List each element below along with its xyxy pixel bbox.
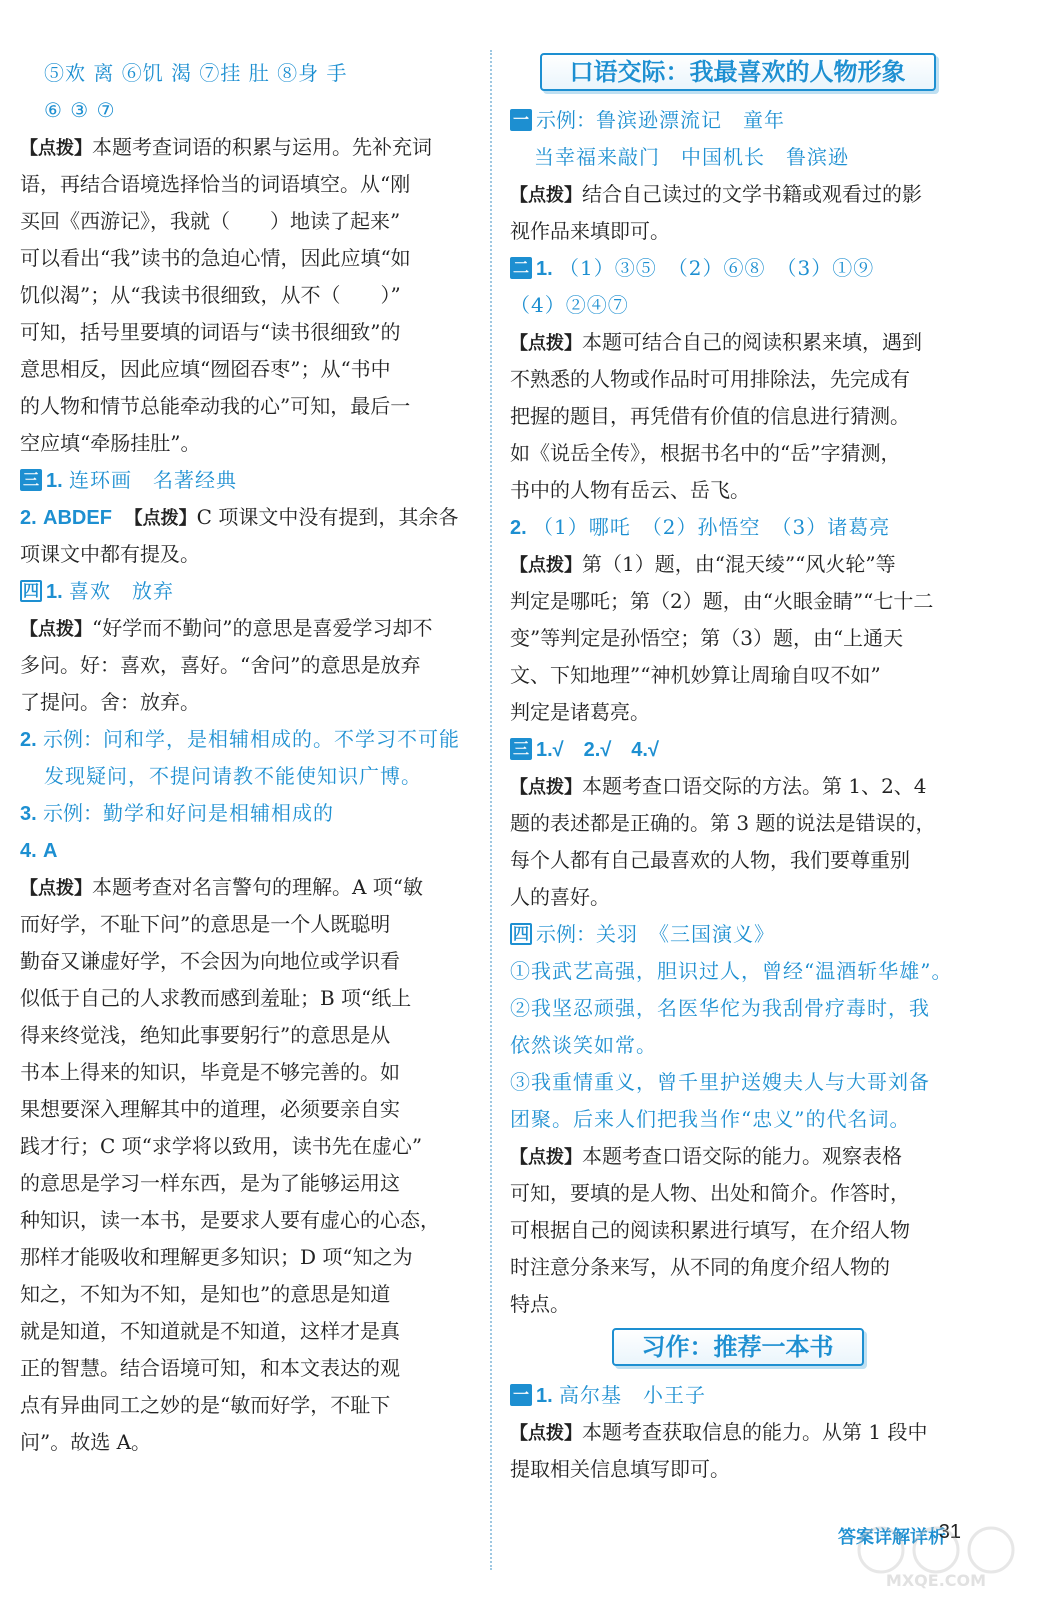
- answer-text: 问和学，是相辅相成的。不学习不可能: [103, 727, 461, 751]
- text-line: 可以看出“我”读书的急迫心情，因此应填“如: [20, 246, 411, 270]
- section-badge: 一: [510, 1384, 532, 1406]
- answer-text: 高尔基 小王子: [559, 1383, 707, 1407]
- explanation-block: [20, 129, 475, 462]
- text-line: 本题可结合自己的阅读积累来填，遇到: [582, 330, 922, 354]
- answer-text: 1.√ 2.√ 4.√: [536, 739, 659, 761]
- answer-text: 关羽 《三国演义》: [596, 922, 775, 946]
- text-line: 正的智慧。结合语境可知，和本文表达的观: [20, 1356, 400, 1380]
- question-number: 2.: [510, 517, 527, 539]
- question-number: 3.: [20, 803, 37, 825]
- text-line: 不熟悉的人物或作品时可用排除法，先完成有: [510, 367, 910, 391]
- watermark-text: MXQE.COM: [885, 1571, 987, 1590]
- banner-title: 口语交际：我最喜欢的人物形象: [540, 53, 936, 91]
- column-divider: [490, 50, 492, 1570]
- banner-title: 习作：推荐一本书: [612, 1328, 864, 1366]
- answer-text: ③我重情重义，曾千里护送嫂夫人与大哥刘备: [510, 1070, 930, 1094]
- text-line: 似低于自己的人求教而感到羞耻；B 项“纸上: [20, 986, 412, 1010]
- question-number: 4.: [20, 840, 37, 862]
- section-banner: [510, 1325, 965, 1369]
- text-line: 人的喜好。: [510, 885, 610, 909]
- answer-text: ①我武艺高强，胆识过人，曾经“温酒斩华雄”。: [510, 959, 953, 983]
- text-line: 得来终觉浅，绝知此事要躬行”的意思是从: [20, 1023, 391, 1047]
- text-line: 项课文中都有提及。: [20, 542, 200, 566]
- text-line: 提取相关信息填写即可。: [510, 1457, 730, 1481]
- text-line: 本题考查获取信息的能力。从第 1 段中: [582, 1420, 928, 1444]
- text-line: 的意思是学习一样东西，是为了能够运用这: [20, 1171, 400, 1195]
- example-label: 示例：: [536, 922, 596, 946]
- text-line: 那样才能吸收和理解更多知识；D 项“知之为: [20, 1245, 413, 1269]
- section-badge: 三: [510, 738, 532, 760]
- text-line: 就是知道，不知道就是不知道，这样才是真: [20, 1319, 400, 1343]
- text-line: 语，再结合语境选择恰当的词语填空。从“刚: [20, 172, 411, 196]
- text-line: 本题考查对名言警句的理解。A 项“敏: [92, 875, 424, 899]
- answer-text: 依然谈笑如常。: [510, 1033, 657, 1057]
- right-column: [510, 48, 965, 1488]
- text-line: 种知识，读一本书，是要求人要有虚心的心态，: [20, 1208, 440, 1232]
- page-number: 31: [938, 1521, 961, 1543]
- answer-text: 喜欢 放弃: [69, 579, 175, 603]
- text-line: 书本上得来的知识，毕竟是不够完善的。如: [20, 1060, 400, 1084]
- answer-text: 连环画 名著经典: [69, 468, 238, 492]
- text-line: 如《说岳全传》，根据书名中的“岳”字猜测，: [510, 441, 901, 465]
- text-line: 知之，不知为不知，是知也”的意思是知道: [20, 1282, 391, 1306]
- answer-text: （1）③⑤ （2）⑥⑧ （3）①⑨: [559, 256, 875, 280]
- answer-text: 鲁滨逊漂流记 童年: [596, 108, 785, 132]
- text-line: 本题考查口语交际的能力。观察表格: [582, 1144, 902, 1168]
- hint-tag: 【点拨】: [510, 185, 582, 206]
- text-line: 文、下知地理”“神机妙算让周瑜自叹不如”: [510, 663, 881, 687]
- section-badge: 一: [510, 109, 532, 131]
- hint-tag: 【点拨】: [20, 878, 92, 899]
- text-line: 可知，括号里要填的词语与“读书很细致”的: [20, 320, 401, 344]
- section-badge: 三: [20, 469, 42, 491]
- text-line: 饥似渴”；从“我读书很细致，从不（ ）”: [20, 283, 401, 307]
- text-line: 本题考查词语的积累与运用。先补充词: [92, 135, 432, 159]
- text-line: 视作品来填即可。: [510, 219, 670, 243]
- text-line: 本题考查口语交际的方法。第 1、2、4: [582, 774, 927, 798]
- text-line: 空应填“牵肠挂肚”。: [20, 431, 201, 455]
- hint-tag: 【点拨】: [20, 138, 92, 159]
- text-line: 多问。好：喜欢，喜好。“舍问”的意思是放弃: [20, 653, 421, 677]
- example-label: 示例：: [536, 108, 596, 132]
- text-line: “好学而不勤问”的意思是喜爱学习却不: [92, 616, 433, 640]
- text-line: 了提问。舍：放弃。: [20, 690, 200, 714]
- text-line: 特点。: [510, 1292, 570, 1316]
- text-line: 意思相反，因此应填“囫囵吞枣”；从“书中: [20, 357, 391, 381]
- text-line: 判定是诸葛亮。: [510, 700, 650, 724]
- text-line: 而好学，不耻下问”的意思是一个人既聪明: [20, 912, 391, 936]
- hint-tag: 【点拨】: [510, 333, 582, 354]
- answer-text: ABDEF: [43, 507, 112, 529]
- text-line: 结合自己读过的文学书籍或观看过的影: [582, 182, 922, 206]
- hint-tag: 【点拨】: [20, 619, 92, 640]
- section-badge: 四: [20, 580, 42, 602]
- answer-text: 勤学和好问是相辅相成的: [103, 801, 335, 825]
- text-line: 判定是哪吒；第（2）题，由“火眼金睛”“七十二: [510, 589, 934, 613]
- hint-tag: 【点拨】: [510, 777, 582, 798]
- question-number: 2.: [20, 729, 37, 751]
- text-line: 把握的题目，再凭借有价值的信息进行猜测。: [510, 404, 910, 428]
- explanation-block: [20, 869, 475, 1461]
- hint-tag: 【点拨】: [510, 1147, 582, 1168]
- section-banner: [510, 50, 965, 94]
- text-line: 书中的人物有岳云、岳飞。: [510, 478, 750, 502]
- text-line: 买回《西游记》，我就（ ）地读了起来”: [20, 209, 401, 233]
- text-line: 第（1）题，由“混天绫”“风火轮”等: [582, 552, 896, 576]
- text-line: 践才行；C 项“求学将以致用，读书先在虚心”: [20, 1134, 423, 1158]
- answer-text: 团聚。后来人们把我当作“忠义”的代名词。: [510, 1107, 911, 1131]
- text-line: 果想要深入理解其中的道理，必须要亲自实: [20, 1097, 400, 1121]
- watermark-logo-icon: [841, 1520, 1031, 1590]
- answer-text: （1）哪吒 （2）孙悟空 （3）诸葛亮: [533, 515, 891, 539]
- question-number: 1.: [536, 258, 553, 280]
- text-line: 的人物和情节总能牵动我的心”可知，最后一: [20, 394, 411, 418]
- question-number: 1.: [46, 581, 63, 603]
- text-line: 点有异曲同工之妙的是“敏而好学，不耻下: [20, 1393, 391, 1417]
- example-label: 示例：: [43, 727, 104, 751]
- answer-text: 当幸福来敲门 中国机长 鲁滨逊: [534, 145, 849, 169]
- text-line: 变”等判定是孙悟空；第（3）题，由“上通天: [510, 626, 904, 650]
- text-line: 每个人都有自己最喜欢的人物，我们要尊重别: [510, 848, 910, 872]
- left-column: [20, 55, 475, 1461]
- question-number: 2.: [20, 507, 37, 529]
- text-line: C 项课文中没有提到，其余各: [196, 505, 459, 529]
- text-line: 可根据自己的阅读积累进行填写，在介绍人物: [510, 1218, 910, 1242]
- question-number: 1.: [536, 1385, 553, 1407]
- answer-text: A: [43, 840, 58, 862]
- question-number: 1.: [46, 470, 63, 492]
- text-line: 问”。故选 A。: [20, 1430, 152, 1454]
- section-badge: 四: [510, 923, 532, 945]
- footer-label: 答案详解详析: [838, 1527, 946, 1548]
- text-line: 可知，要填的是人物、出处和简介。作答时，: [510, 1181, 910, 1205]
- text-line: 题的表述都是正确的。第 3 题的说法是错误的，: [510, 811, 936, 835]
- example-label: 示例：: [43, 801, 104, 825]
- answer-text: 发现疑问，不提问请教不能使知识广博。: [44, 764, 422, 788]
- hint-tag: 【点拨】: [510, 1423, 582, 1444]
- answer-text: ②我坚忍顽强，名医华佗为我刮骨疗毒时，我: [510, 996, 930, 1020]
- text-line: 勤奋又谦虚好学，不会因为向地位或学识看: [20, 949, 400, 973]
- answer-text: （4）②④⑦: [510, 293, 629, 317]
- answer-line: ⑥ ③ ⑦: [44, 98, 116, 122]
- hint-tag: 【点拨】: [510, 555, 582, 576]
- section-badge: 二: [510, 257, 532, 279]
- answer-line: ⑤欢 离 ⑥饥 渴 ⑦挂 肚 ⑧身 手: [44, 61, 348, 85]
- text-line: 时注意分条来写，从不同的角度介绍人物的: [510, 1255, 890, 1279]
- hint-tag: 【点拨】: [124, 508, 197, 529]
